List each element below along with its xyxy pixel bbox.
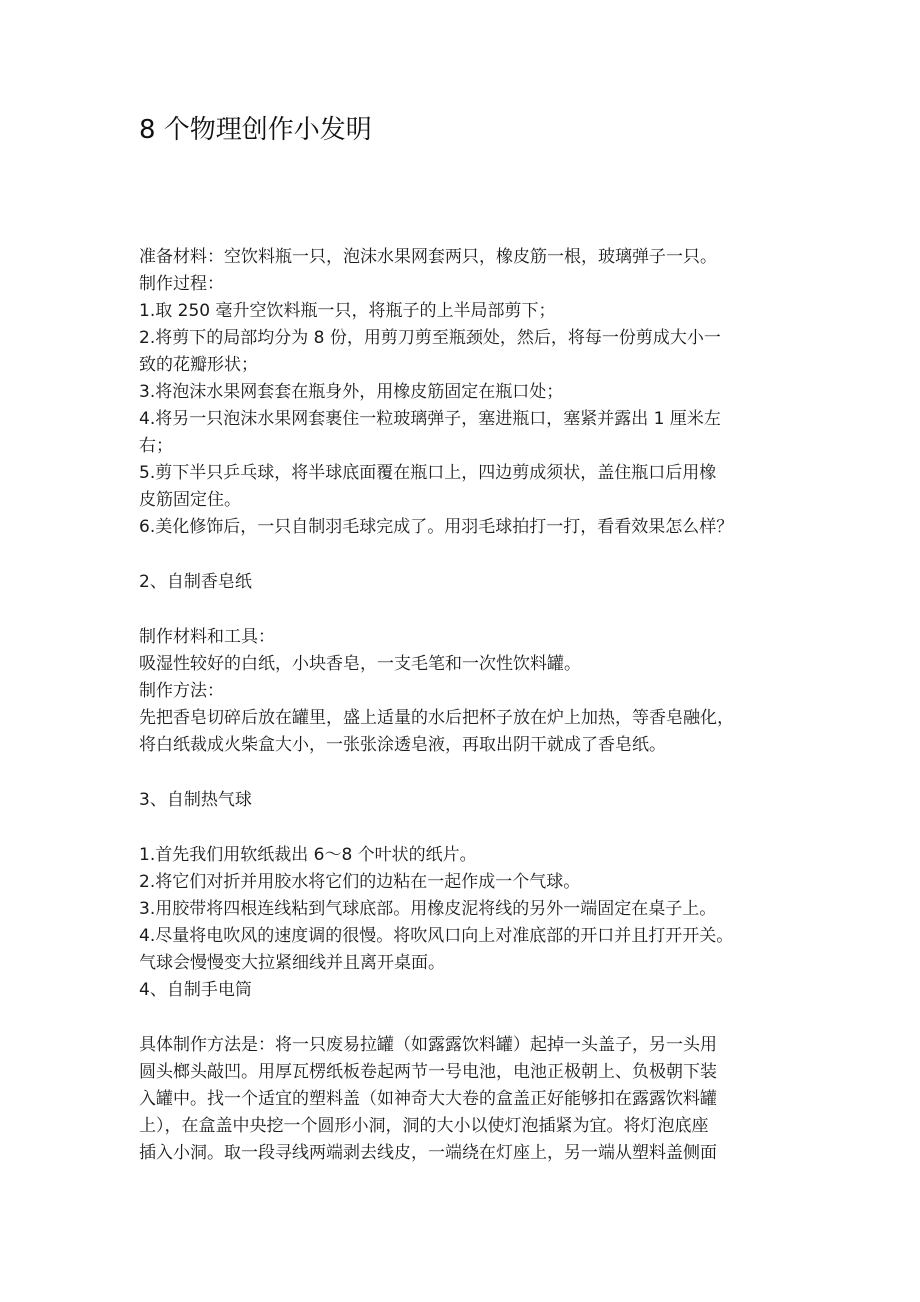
paragraph-line: 制作材料和工具： [139, 627, 275, 647]
paragraph-line: 上），在盒盖中央挖一个圆形小洞，洞的大小以使灯泡插紧为宜。将灯泡底座 [139, 1116, 709, 1136]
paragraph-line: 致的花瓣形状； [139, 355, 258, 375]
section-badminton [139, 244, 804, 541]
paragraph-line: 2.将它们对折并用胶水将它们的边粘在一起作成一个气球。 [139, 872, 581, 892]
document-title: 8 个物理创作小发明 [139, 115, 372, 145]
paragraph-line: 3.用胶带将四根连线粘到气球底部。用橡皮泥将线的另外一端固定在桌子上。 [139, 899, 717, 919]
paragraph-line: 4.将另一只泡沫水果网套裹住一粒玻璃弹子，塞进瓶口，塞紧并露出 1 厘米左 [139, 409, 721, 429]
paragraph-line: 气球会慢慢变大拉紧细线并且离开桌面。 [139, 953, 445, 973]
paragraph-line: 圆头榔头敲凹。用厚瓦楞纸板卷起两节一号电池，电池正极朝上、负极朝下装 [139, 1062, 717, 1082]
section-heading: 4、自制手电筒 [139, 980, 252, 1000]
section-soap-paper [139, 569, 804, 759]
paragraph-line: 5.剪下半只乒乓球，将半球底面覆在瓶口上，四边剪成须状，盖住瓶口后用橡 [139, 463, 717, 483]
section-heading: 2、自制香皂纸 [139, 572, 252, 592]
paragraph-line: 将白纸裁成火柴盒大小，一张张涂透皂液，再取出阴干就成了香皂纸。 [139, 735, 666, 755]
paragraph-line: 6.美化修饰后，一只自制羽毛球完成了。用羽毛球拍打一打，看看效果怎么样？ [139, 517, 734, 537]
section-heading: 3、自制热气球 [139, 790, 252, 810]
paragraph-line: 准备材料：空饮料瓶一只，泡沫水果网套两只，橡皮筋一根，玻璃弹子一只。 [139, 247, 717, 267]
paragraph-line: 3.将泡沫水果网套套在瓶身外，用橡皮筋固定在瓶口处； [139, 382, 564, 402]
paragraph-line: 皮筋固定住。 [139, 490, 241, 510]
spacer [139, 596, 804, 624]
paragraph-line: 4.尽量将电吹风的速度调的很慢。将吹风口向上对准底部的开口并且打开开关。 [139, 926, 734, 946]
spacer [139, 1004, 804, 1032]
paragraph-line: 先把香皂切碎后放在罐里，盛上适量的水后把杯子放在炉上加热，等香皂融化， [139, 708, 734, 728]
paragraph-line: 2.将剪下的局部均分为 8 份，用剪刀剪至瓶颈处，然后，将每一份剪成大小一 [139, 328, 721, 348]
paragraph-line: 1.首先我们用软纸裁出 6～8 个叶状的纸片。 [139, 845, 477, 865]
spacer [139, 541, 804, 569]
paragraph-line: 1.取 250 毫升空饮料瓶一只，将瓶子的上半局部剪下； [139, 301, 556, 321]
document-body [139, 244, 804, 1167]
spacer [139, 814, 804, 842]
spacer [139, 759, 804, 787]
paragraph-line: 制作方法： [139, 681, 224, 701]
paragraph-line: 入罐中。找一个适宜的塑料盖（如神奇大大卷的盒盖正好能够扣在露露饮料罐 [139, 1089, 717, 1109]
paragraph-line: 制作过程： [139, 274, 224, 294]
paragraph-line: 吸湿性较好的白纸，小块香皂，一支毛笔和一次性饮料罐。 [139, 654, 581, 674]
paragraph-line: 插入小洞。取一段寻线两端剥去线皮，一端绕在灯座上，另一端从塑料盖侧面 [139, 1143, 717, 1163]
paragraph-line: 右； [139, 436, 173, 456]
section-hot-air-balloon [139, 787, 804, 977]
paragraph-line: 具体制作方法是：将一只废易拉罐（如露露饮料罐）起掉一头盖子，另一头用 [139, 1035, 717, 1055]
section-flashlight [139, 977, 804, 1167]
